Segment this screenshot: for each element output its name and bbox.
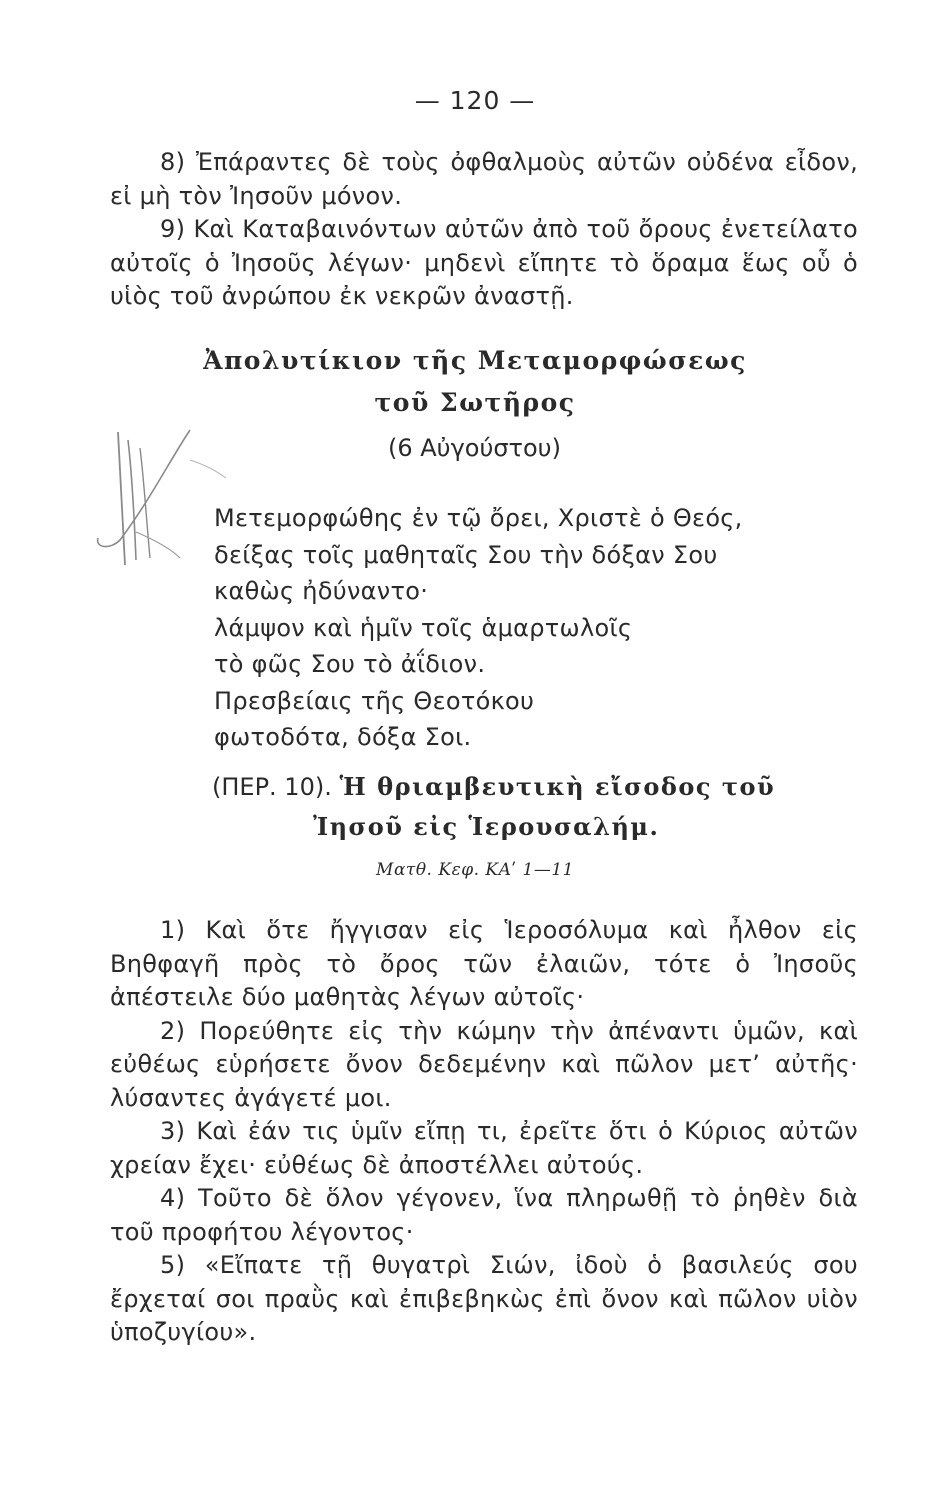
pericope-label: (ΠΕΡ. 10). bbox=[212, 773, 332, 801]
pericope-heading-line-1 bbox=[212, 772, 775, 801]
handwritten-pen-mark bbox=[80, 420, 230, 570]
pericope-title-line-1: Ἡ θριαμβευτικὴ εἴσοδος τοῦ bbox=[339, 772, 776, 801]
hymn-line: λάμψον καὶ ἡμῖν τοῖς ἁμαρτωλοῖς bbox=[214, 613, 633, 642]
hymn-line: τὸ φῶς Σου τὸ ἀΐδιον. bbox=[214, 650, 486, 678]
pericope-title-line-2: Ἰησοῦ εἰς Ἱερουσαλήμ. bbox=[313, 812, 660, 841]
paragraph-verse-9: 9) Καὶ Καταβαινόντων αὐτῶν ἀπὸ τοῦ ὄρους ἐνετείλατο αὐτοῖς ὁ Ἰησοῦς λέγων· μηδενὶ εἴπητε τὸ ὅραμα ἕως οὗ ὁ υἱὸς τοῦ ἀνρώπου ἐκ νεκρῶν ἀναστῇ. bbox=[110, 215, 858, 310]
page-number: — 120 — bbox=[414, 86, 536, 115]
apolytikion-hymn bbox=[214, 500, 834, 756]
hymn-line: καθὼς ἠδύναντο· bbox=[214, 577, 429, 605]
hymn-line: δείξας τοῖς μαθηταῖς Σου τὴν δόξαν Σου bbox=[214, 540, 718, 569]
verse-1: 1) Καὶ ὅτε ἤγγισαν εἰς Ἱεροσόλυμα καὶ ἦλθον εἰς Βηθφαγῆ πρὸς τὸ ὄρος τῶν ἐλαιῶν, τότε ὁ Ἰησοῦς ἀπέστειλε δύο μαθητὰς λέγων αὐτοῖς· bbox=[110, 916, 858, 1011]
gospel-verses bbox=[110, 914, 858, 1350]
verse-2: 2) Πορεύθητε εἰς τὴν κώμην τὴν ἀπέναντι ὑμῶν, καὶ εὐθέως εὑρήσετε ὄνον δεδεμένην καὶ πῶλον μετʼ αὐτῆς· λύσαντες ἀγάγετέ μοι. bbox=[110, 1016, 858, 1112]
verse-5: 5) «Εἴπατε τῇ θυγατρὶ Σιών, ἰδοὺ ὁ βασιλεύς σου ἔρχεταί σοι πραῢς καὶ ἐπιβεβηκὼς ἐπὶ ὄνον καὶ πῶλον υἱὸν ὑποζυγίου». bbox=[110, 1251, 858, 1346]
apolytikion-date: (6 Αὐγούστου) bbox=[388, 434, 561, 462]
hymn-line: φωτοδότα, δόξα Σοι. bbox=[214, 723, 472, 751]
verse-4: 4) Τοῦτο δὲ ὅλον γέγονεν, ἵνα πληρωθῇ τὸ ῥηθὲν διὰ τοῦ προφήτου λέγοντος· bbox=[110, 1184, 858, 1246]
apolytikion-title-line-2: τοῦ Σωτῆρος bbox=[374, 388, 576, 417]
top-paragraphs bbox=[110, 146, 858, 314]
apolytikion-title-line-1: Ἀπολυτίκιον τῆς Μεταμορφώσεως bbox=[203, 346, 747, 375]
pericope-reference: Ματθ. Κεφ. ΚΑʹ 1—11 bbox=[376, 860, 574, 880]
hymn-line: Μετεμορφώθης ἐν τῷ ὄρει, Χριστὲ ὁ Θεός, bbox=[214, 504, 743, 532]
verse-3: 3) Καὶ ἐάν τις ὑμῖν εἴπῃ τι, ἐρεῖτε ὅτι ὁ Κύριος αὐτῶν χρείαν ἔχει· εὐθέως δὲ ἀποστέλλει αὐτούς. bbox=[110, 1117, 858, 1179]
paragraph-verse-8: 8) Ἐπάραντες δὲ τοὺς ὀφθαλμοὺς αὐτῶν οὐδένα εἶδον, εἰ μὴ τὸν Ἰησοῦν μόνον. bbox=[110, 148, 858, 210]
hymn-line: Πρεσβείαις τῆς Θεοτόκου bbox=[214, 686, 535, 715]
